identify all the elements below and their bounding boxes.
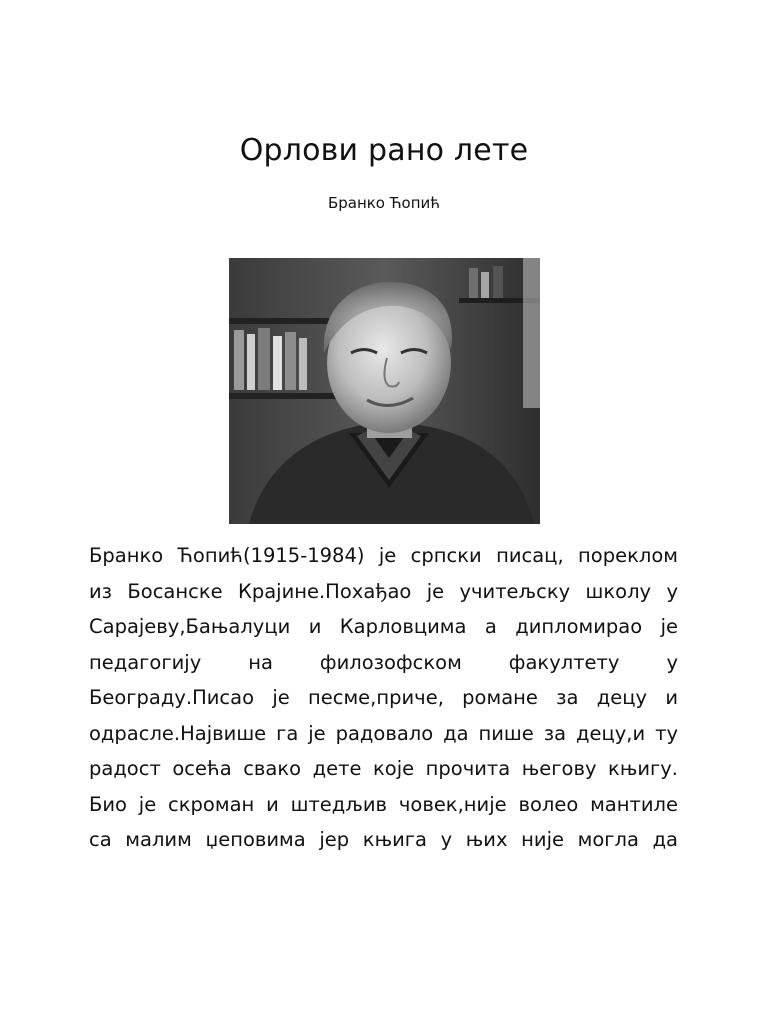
author-portrait-photo bbox=[229, 258, 540, 524]
document-title: Орлови рано лете bbox=[239, 133, 529, 168]
author-name: Бранко Ћопић bbox=[327, 194, 441, 212]
paragraph-line: Био је скроман и штедљив човек,није волео мантиле bbox=[89, 792, 678, 816]
paragraph-line: одрасле.Највише га је радовало да пише за децу,и ту bbox=[89, 721, 678, 745]
paragraph-line: са малим џеповима јер књига у њих није могла да bbox=[89, 828, 678, 851]
paragraph-line: радост осећа свако дете које прочита његову књигу. bbox=[89, 757, 678, 780]
paragraph-line: Сарајеву,Бањалуци и Карловцима а дипломирао је bbox=[89, 615, 678, 638]
paragraph-line: из Босанске Крајине.Похађао је учитељску школу у bbox=[89, 579, 678, 603]
paragraph-line: Београду.Писао је песме,приче, романе за децу и bbox=[89, 686, 678, 709]
paragraph-line: Бранко Ћопић(1915-1984) је српски писац, пореклом bbox=[89, 544, 678, 567]
biography-paragraph bbox=[89, 538, 678, 858]
paragraph-line: педагогију на филозофском факултету у bbox=[89, 650, 678, 674]
